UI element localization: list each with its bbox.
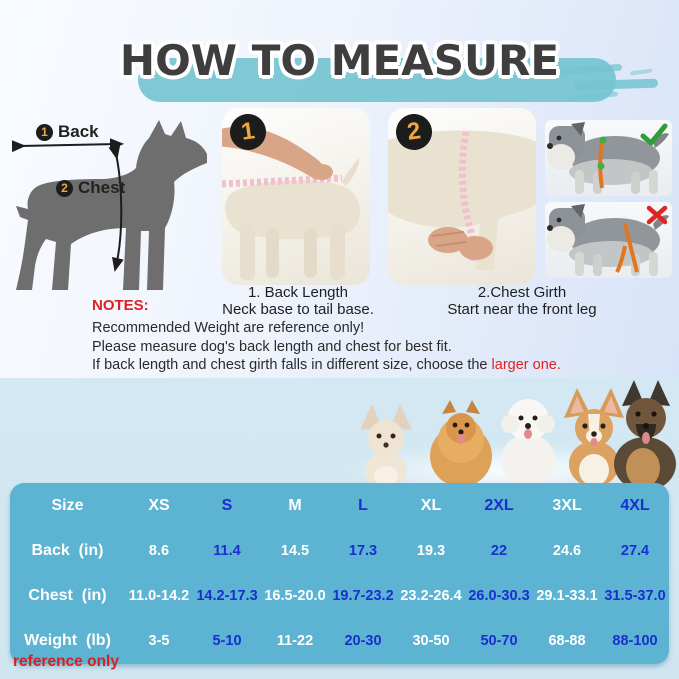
header-s: S (221, 496, 233, 514)
dog-silhouette-diagram (6, 112, 220, 300)
header-3xl: 3XL (552, 496, 582, 514)
reference-only-note: reference only (13, 653, 119, 670)
check-icon (639, 122, 669, 148)
back-value: 24.6 (552, 542, 582, 559)
back-value: 17.3 (348, 542, 378, 559)
chest-label-text: Chest (78, 178, 126, 197)
header-xl: XL (420, 496, 442, 514)
step-2-subtitle: Start near the front leg (447, 301, 597, 318)
back-label-text: Back (58, 122, 99, 141)
back-value: 22 (490, 542, 508, 559)
header-size: Size (51, 496, 84, 514)
cross-icon (645, 204, 669, 226)
notes-line-3: If back length and chest girth falls in different size, choose the larger one. (92, 357, 561, 373)
larger-one-highlight: larger one. (491, 357, 561, 373)
chest-value: 31.5-37.0 (604, 588, 666, 605)
wrong-example-photo (545, 202, 672, 278)
chest-value: 29.1-33.1 (536, 588, 598, 605)
step-2-title: 2.Chest Girth (477, 284, 567, 301)
back-value: 8.6 (148, 542, 170, 559)
header-l: L (358, 496, 368, 514)
dog-pomeranian-photo (424, 398, 498, 488)
dog-chihuahua-photo (352, 402, 420, 488)
weight-value: 50-70 (480, 633, 518, 650)
step-panel-chest-girth (388, 108, 536, 285)
size-chart-table (10, 483, 669, 664)
back-value: 11.4 (213, 542, 241, 559)
notes-heading: NOTES: (92, 297, 149, 314)
weight-value: 30-50 (412, 633, 450, 650)
row-label-chest: Chest (in) (28, 587, 107, 605)
header-2xl: 2XL (484, 496, 514, 514)
chest-value: 19.7-23.2 (332, 588, 394, 605)
notes-line-1: Recommended Weight are reference only! (92, 320, 365, 336)
badge-1-icon: 1 (36, 124, 53, 141)
weight-value: 88-100 (612, 633, 658, 650)
weight-value: 5-10 (212, 633, 242, 650)
page-title: HOW TO MEASURE (119, 36, 560, 85)
step-1-subtitle: Neck base to tail base. (222, 301, 374, 318)
back-value: 19.3 (416, 542, 446, 559)
chest-measure-label (56, 178, 125, 198)
dog-german-shepherd-photo (612, 380, 679, 488)
chest-value: 11.0-14.2 (128, 588, 190, 605)
back-value: 14.5 (280, 542, 310, 559)
header-4xl: 4XL (620, 496, 650, 514)
chest-value: 14.2-17.3 (196, 588, 258, 605)
step-panel-back-length (222, 108, 370, 285)
weight-value: 20-30 (344, 633, 382, 650)
chest-value: 16.5-20.0 (264, 588, 326, 605)
back-measure-label (36, 122, 99, 142)
chest-value: 23.2-26.4 (400, 588, 462, 605)
chest-value: 26.0-30.3 (468, 588, 530, 605)
weight-value: 68-88 (548, 633, 586, 650)
header-m: M (288, 496, 302, 514)
step-1-badge: 1 (228, 112, 269, 153)
correct-example-photo (545, 120, 672, 196)
back-value: 27.4 (620, 542, 650, 559)
weight-value: 11-22 (276, 633, 314, 650)
notes-section (92, 297, 652, 375)
step-1-title: 1. Back Length (247, 284, 349, 301)
dog-bichon-photo (492, 392, 564, 488)
notes-line-2: Please measure dog's back length and chest for best fit. (92, 338, 452, 355)
badge-2-icon: 2 (56, 180, 73, 197)
row-label-back: Back (in) (31, 541, 104, 559)
weight-value: 3-5 (148, 633, 170, 650)
header-xs: XS (148, 496, 170, 514)
step-2-badge: 2 (394, 112, 435, 153)
row-label-weight: Weight (lb) (24, 632, 111, 650)
